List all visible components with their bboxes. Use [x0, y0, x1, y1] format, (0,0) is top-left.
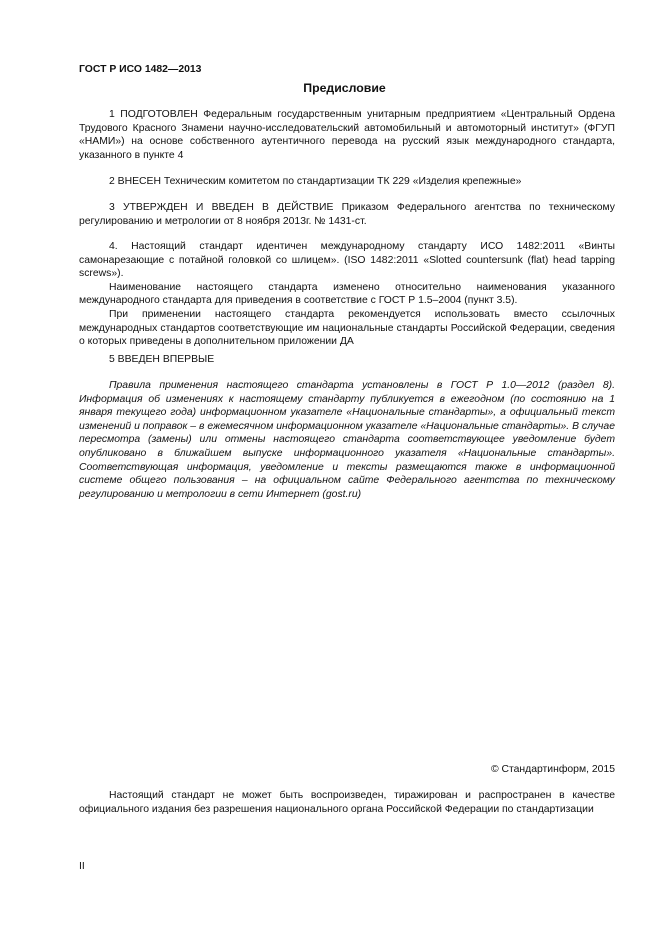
reproduction-notice-text: Настоящий стандарт не может быть воспроизведен, тиражирован и распространен в качестве официального издания без разрешения национального органа Российской Федерации по стандартизации — [79, 790, 615, 815]
italic-note: Правила применения настоящего стандарта установлены в ГОСТ Р 1.0—2012 (раздел 8). Информация об изменениях к настоящему стандарту публикуется в ежегодном (по состоянию на 1 января текущего года) информационном указателе «Национальные стандарты», а официальный текст изменений и поправок – в ежемесячном информационном указателе «Национальные стандарты». В случае пересмотра (замены) или отмены настоящего стандарта соответствующее уведомление будет опубликовано в ближайшем выпуске информационного указателя «Национальные стандарты». Соответствующая информация, уведомление и тексты размещаются также в информационной системе общего пользования – на официальном сайте Федерального агентства по техническому регулированию и метрологии в сети Интернет (gost.ru) — [79, 380, 615, 500]
paragraph-3 — [79, 201, 615, 228]
paragraph-5 — [79, 353, 615, 367]
paragraph-approved: 3 УТВЕРЖДЕН И ВВЕДЕН В ДЕЙСТВИЕ Приказом Федерального агентства по техническому регулированию и метрологии от 8 ноября 2013г. № 1431-ст. — [79, 202, 615, 227]
italic-note-block — [79, 379, 615, 501]
reproduction-notice — [79, 789, 615, 816]
page-number: II — [79, 861, 85, 872]
paragraph-introduced-first: 5 ВВЕДЕН ВПЕРВЫЕ — [109, 354, 215, 365]
paragraph-4-group — [79, 240, 615, 349]
paragraph-reference-standards: При применении настоящего стандарта рекомендуется использовать вместо ссылочных международных стандартов соответствующие им национальные стандарты Российской Федерации, сведения о которых приведены в дополнительном приложении ДА — [79, 308, 615, 348]
paragraph-identical-standard: 4. Настоящий стандарт идентичен международному стандарту ИСО 1482:2011 «Винты самонарезающие с потайной головкой со шлицем». (ISO 1482:2011 «Slotted countersunk (flat) head tapping screws»). — [79, 241, 615, 280]
copyright-line: © Стандартинформ, 2015 — [490, 764, 615, 775]
page-title: Предисловие — [303, 81, 386, 95]
paragraph-introduced-by: 2 ВНЕСЕН Техническим комитетом по стандартизации ТК 229 «Изделия крепежные» — [109, 176, 522, 187]
paragraph-name-changed: Наименование настоящего стандарта изменено относительно наименования указанного международного стандарта для приведения в соответствие с ГОСТ Р 1.5–2004 (пункт 3.5). — [79, 281, 615, 307]
paragraph-prepared-by: 1 ПОДГОТОВЛЕН Федеральным государственным унитарным предприятием «Центральный Ордена Трудового Красного Знамени научно-исследовательский автомобильный и автомоторный институт» (ФГУП «НАМИ») на основе собственного аутентичного перевода на русский язык международного стандарта, указанного в пункте 4 — [79, 109, 615, 161]
paragraph-1 — [79, 108, 615, 162]
document-code: ГОСТ Р ИСО 1482—2013 — [79, 64, 202, 75]
paragraph-2 — [79, 175, 615, 189]
